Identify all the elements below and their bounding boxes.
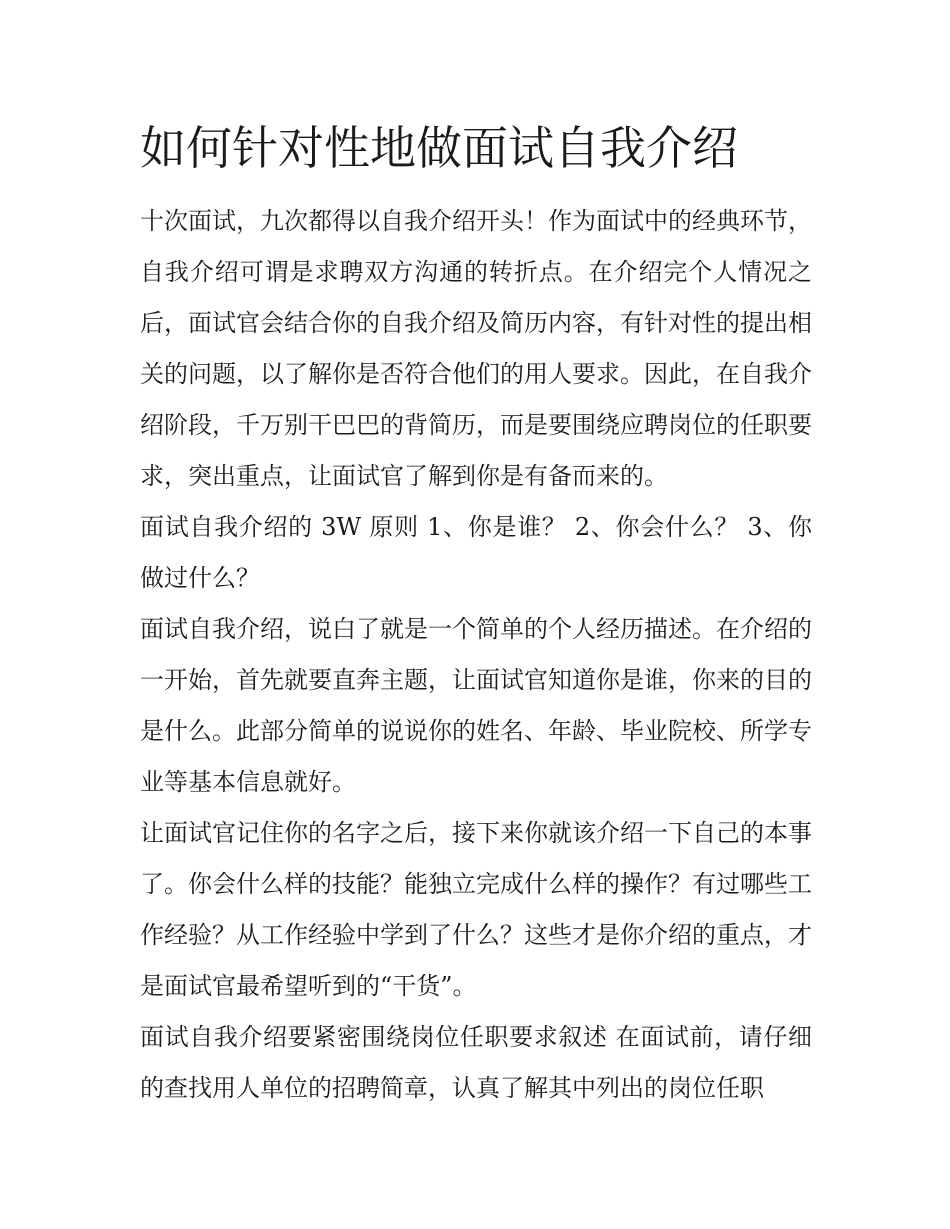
document-body — [140, 196, 812, 1114]
document-title: 如何针对性地做面试自我介绍 — [140, 121, 738, 175]
paragraph-job-requirements: 面试自我介绍要紧密围绕岗位任职要求叙述 在面试前，请仔细的查找用人单位的招聘简章，认真了解其中列出的岗位任职 — [140, 1023, 812, 1102]
paragraph-3w-principle: 面试自我介绍的 3W 原则 1、你是谁？ 2、你会什么？ 3、你做过什么？ — [140, 513, 812, 592]
paragraph-who-are-you: 面试自我介绍，说白了就是一个简单的个人经历描述。在介绍的一开始，首先就要直奔主题，让面试官知道你是谁，你来的目的是什么。此部分简单的说说你的姓名、年龄、毕业院校、所学专业等基本信息就好。 — [140, 615, 812, 796]
paragraph-intro: 十次面试，九次都得以自我介绍开头！作为面试中的经典环节，自我介绍可谓是求聘双方沟通的转折点。在介绍完个人情况之后，面试官会结合你的自我介绍及简历内容，有针对性的提出相关的问题，以了解你是否符合他们的用人要求。因此，在自我介绍阶段，千万别干巴巴的背简历，而是要围绕应聘岗位的任职要求，突出重点，让面试官了解到你是有备而来的。 — [140, 207, 812, 490]
paragraph-what-can-you-do: 让面试官记住你的名字之后，接下来你就该介绍一下自己的本事了。你会什么样的技能？能独立完成什么样的操作？有过哪些工作经验？从工作经验中学到了什么？这些才是你介绍的重点，才是面试官最希望听到的“干货”。 — [140, 819, 812, 1000]
